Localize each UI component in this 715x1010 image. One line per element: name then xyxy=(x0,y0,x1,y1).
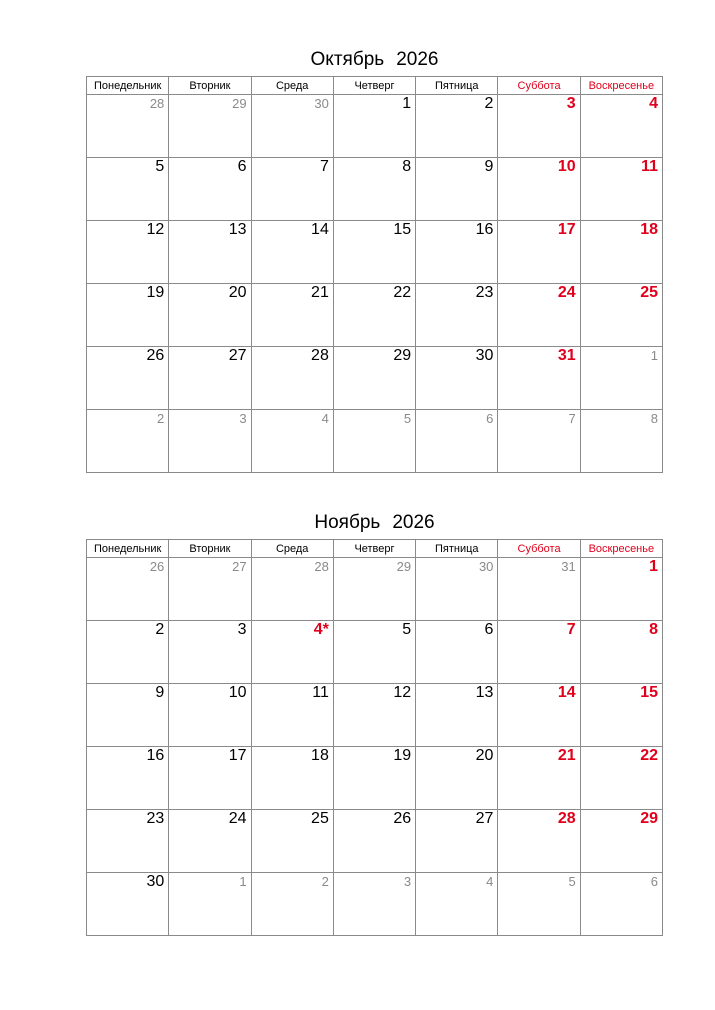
day-cell xyxy=(580,747,662,810)
day-number: 8 xyxy=(649,621,658,638)
day-number-adjacent-month: 28 xyxy=(149,96,165,111)
day-cell xyxy=(580,621,662,684)
weekday-thursday: Четверг xyxy=(333,77,415,95)
day-number-adjacent-month: 5 xyxy=(568,874,576,889)
day-cell xyxy=(416,621,498,684)
weekday-sunday: Воскресенье xyxy=(580,77,662,95)
day-number: 30 xyxy=(475,347,494,364)
day-cell xyxy=(580,810,662,873)
month-year: 2026 xyxy=(392,512,435,533)
day-number-adjacent-month: 3 xyxy=(403,874,412,889)
day-cell xyxy=(333,558,415,621)
day-cell xyxy=(498,873,580,936)
week-row xyxy=(87,810,663,873)
day-cell xyxy=(251,684,333,747)
day-number: 22 xyxy=(393,284,412,301)
day-cell xyxy=(251,284,333,347)
day-cell xyxy=(87,810,169,873)
day-cell xyxy=(251,410,333,473)
day-number: 11 xyxy=(312,684,329,701)
day-number: 30 xyxy=(146,873,165,890)
day-cell xyxy=(87,873,169,936)
day-number: 22 xyxy=(640,747,658,764)
day-number-adjacent-month: 4 xyxy=(486,874,494,889)
weekday-header-row xyxy=(87,77,663,95)
day-cell xyxy=(416,810,498,873)
month-name: Ноябрь xyxy=(314,512,381,533)
day-number: 2 xyxy=(484,95,494,112)
day-number: 31 xyxy=(557,347,576,364)
day-number: 3 xyxy=(566,95,576,112)
day-cell xyxy=(580,95,662,158)
week-row xyxy=(87,621,663,684)
week-row xyxy=(87,221,663,284)
day-number: 4 xyxy=(649,95,658,112)
day-cell xyxy=(169,873,251,936)
week-row xyxy=(87,873,663,936)
day-number-adjacent-month: 7 xyxy=(568,411,576,426)
day-cell xyxy=(416,95,498,158)
day-cell xyxy=(416,747,498,810)
day-cell xyxy=(251,221,333,284)
day-cell xyxy=(169,684,251,747)
day-number: 20 xyxy=(228,284,247,301)
day-number: 21 xyxy=(311,284,329,301)
calendar-grid xyxy=(86,539,663,936)
week-row xyxy=(87,684,663,747)
day-cell xyxy=(416,158,498,221)
day-cell xyxy=(169,621,251,684)
day-number-adjacent-month: 30 xyxy=(478,559,494,574)
day-cell xyxy=(498,221,580,284)
day-number: 13 xyxy=(228,221,247,238)
day-cell xyxy=(87,558,169,621)
day-cell xyxy=(333,873,415,936)
weekday-wednesday: Среда xyxy=(251,77,333,95)
day-cell xyxy=(498,347,580,410)
day-number: 11 xyxy=(641,158,658,175)
day-cell xyxy=(251,347,333,410)
weekday-monday: Понедельник xyxy=(87,540,169,558)
day-cell xyxy=(498,810,580,873)
day-cell xyxy=(87,221,169,284)
calendar-weeks xyxy=(87,95,663,473)
day-number: 12 xyxy=(393,684,412,701)
day-number: 5 xyxy=(402,621,412,638)
day-cell xyxy=(333,684,415,747)
day-number-adjacent-month: 1 xyxy=(239,874,247,889)
day-number: 15 xyxy=(393,221,412,238)
month-title xyxy=(86,511,663,539)
day-cell xyxy=(416,410,498,473)
day-cell xyxy=(87,284,169,347)
day-cell xyxy=(251,873,333,936)
day-cell xyxy=(87,347,169,410)
day-cell xyxy=(169,284,251,347)
day-number: 8 xyxy=(402,158,412,175)
day-cell xyxy=(498,558,580,621)
day-cell xyxy=(498,95,580,158)
day-number: 18 xyxy=(311,747,329,764)
day-cell xyxy=(498,621,580,684)
day-cell xyxy=(169,347,251,410)
day-cell xyxy=(498,747,580,810)
week-row xyxy=(87,347,663,410)
day-number: 5 xyxy=(155,158,165,175)
day-number: 14 xyxy=(311,221,329,238)
week-row xyxy=(87,284,663,347)
day-number: 28 xyxy=(557,810,576,827)
day-number: 17 xyxy=(228,747,247,764)
day-cell xyxy=(169,747,251,810)
day-number: 29 xyxy=(393,347,412,364)
day-number: 19 xyxy=(393,747,412,764)
weekday-friday: Пятница xyxy=(416,77,498,95)
day-number: 3 xyxy=(237,621,247,638)
month-year: 2026 xyxy=(396,49,439,70)
month-title xyxy=(86,48,663,76)
day-cell xyxy=(580,410,662,473)
day-number-adjacent-month: 27 xyxy=(232,559,247,574)
day-cell xyxy=(333,221,415,284)
day-cell xyxy=(251,558,333,621)
day-number: 12 xyxy=(146,221,165,238)
day-cell xyxy=(169,410,251,473)
day-cell xyxy=(580,221,662,284)
day-number-adjacent-month: 5 xyxy=(403,411,412,426)
day-cell xyxy=(416,684,498,747)
day-cell xyxy=(580,684,662,747)
day-number-adjacent-month: 29 xyxy=(232,96,247,111)
day-number-adjacent-month: 6 xyxy=(650,874,658,889)
day-cell xyxy=(498,284,580,347)
day-number: 19 xyxy=(146,284,165,301)
day-number-adjacent-month: 29 xyxy=(396,559,412,574)
day-number-adjacent-month: 4 xyxy=(321,411,329,426)
day-number-adjacent-month: 26 xyxy=(149,559,165,574)
day-cell xyxy=(333,284,415,347)
day-number: 28 xyxy=(311,347,329,364)
day-number: 13 xyxy=(475,684,494,701)
day-number-adjacent-month: 28 xyxy=(314,559,329,574)
day-number-adjacent-month: 1 xyxy=(650,348,658,363)
day-number: 16 xyxy=(475,221,494,238)
weekday-sunday: Воскресенье xyxy=(580,540,662,558)
day-number-adjacent-month: 30 xyxy=(314,96,329,111)
day-number-adjacent-month: 2 xyxy=(157,411,165,426)
day-cell xyxy=(87,747,169,810)
day-number: 1 xyxy=(402,95,412,112)
day-cell xyxy=(416,558,498,621)
day-cell xyxy=(251,621,333,684)
day-number: 7 xyxy=(566,621,576,638)
day-number: 24 xyxy=(228,810,247,827)
day-cell xyxy=(416,873,498,936)
month-october xyxy=(86,48,663,473)
day-number: 9 xyxy=(484,158,494,175)
day-number: 27 xyxy=(228,347,247,364)
day-number-adjacent-month: 31 xyxy=(561,559,576,574)
calendar-weeks xyxy=(87,558,663,936)
day-number-adjacent-month: 2 xyxy=(321,874,329,889)
day-cell xyxy=(580,347,662,410)
day-cell xyxy=(333,347,415,410)
month-november xyxy=(86,511,663,936)
day-number: 24 xyxy=(557,284,576,301)
day-cell xyxy=(333,95,415,158)
weekday-saturday: Суббота xyxy=(498,540,580,558)
day-cell xyxy=(251,158,333,221)
day-number: 6 xyxy=(484,621,494,638)
weekday-tuesday: Вторник xyxy=(169,540,251,558)
day-cell xyxy=(251,747,333,810)
day-cell xyxy=(333,747,415,810)
day-number: 29 xyxy=(640,810,658,827)
day-cell xyxy=(169,221,251,284)
day-cell xyxy=(169,158,251,221)
day-cell xyxy=(169,95,251,158)
weekday-tuesday: Вторник xyxy=(169,77,251,95)
day-number: 20 xyxy=(475,747,494,764)
day-number-adjacent-month: 8 xyxy=(650,411,658,426)
day-cell xyxy=(580,284,662,347)
day-cell xyxy=(580,873,662,936)
day-cell xyxy=(169,558,251,621)
day-number: 6 xyxy=(237,158,247,175)
day-number-adjacent-month: 3 xyxy=(239,411,247,426)
month-name: Октябрь xyxy=(310,49,385,70)
weekday-header-row xyxy=(87,540,663,558)
weekday-thursday: Четверг xyxy=(333,540,415,558)
week-row xyxy=(87,747,663,810)
day-cell xyxy=(416,347,498,410)
day-number: 17 xyxy=(557,221,576,238)
day-number: 15 xyxy=(640,684,658,701)
week-row xyxy=(87,158,663,221)
week-row xyxy=(87,558,663,621)
day-number: 9 xyxy=(155,684,165,701)
day-number: 7 xyxy=(319,158,329,175)
day-cell xyxy=(498,158,580,221)
day-number: 14 xyxy=(557,684,576,701)
calendar-grid xyxy=(86,76,663,473)
day-number: 25 xyxy=(311,810,329,827)
day-number: 27 xyxy=(475,810,494,827)
day-cell xyxy=(87,158,169,221)
day-number-adjacent-month: 6 xyxy=(486,411,494,426)
day-cell xyxy=(333,158,415,221)
week-row xyxy=(87,410,663,473)
weekday-wednesday: Среда xyxy=(251,540,333,558)
day-cell xyxy=(580,558,662,621)
day-number: 26 xyxy=(393,810,412,827)
weekday-friday: Пятница xyxy=(416,540,498,558)
day-cell xyxy=(333,410,415,473)
day-cell xyxy=(498,410,580,473)
day-number: 25 xyxy=(640,284,658,301)
day-cell xyxy=(580,158,662,221)
day-cell xyxy=(416,221,498,284)
day-cell xyxy=(251,810,333,873)
day-cell xyxy=(251,95,333,158)
day-number: 4* xyxy=(313,621,329,638)
day-number: 26 xyxy=(146,347,165,364)
day-number: 2 xyxy=(155,621,165,638)
day-cell xyxy=(169,810,251,873)
day-cell xyxy=(87,684,169,747)
day-cell xyxy=(87,95,169,158)
day-number: 16 xyxy=(146,747,165,764)
day-number: 10 xyxy=(557,158,576,175)
day-number: 18 xyxy=(640,221,658,238)
day-cell xyxy=(87,621,169,684)
weekday-saturday: Суббота xyxy=(498,77,580,95)
day-number: 10 xyxy=(228,684,247,701)
day-cell xyxy=(333,810,415,873)
day-cell xyxy=(87,410,169,473)
day-cell xyxy=(416,284,498,347)
weekday-monday: Понедельник xyxy=(87,77,169,95)
day-number: 21 xyxy=(557,747,576,764)
day-cell xyxy=(498,684,580,747)
day-number: 1 xyxy=(649,558,658,575)
day-number: 23 xyxy=(475,284,494,301)
day-cell xyxy=(333,621,415,684)
day-number: 23 xyxy=(146,810,165,827)
week-row xyxy=(87,95,663,158)
